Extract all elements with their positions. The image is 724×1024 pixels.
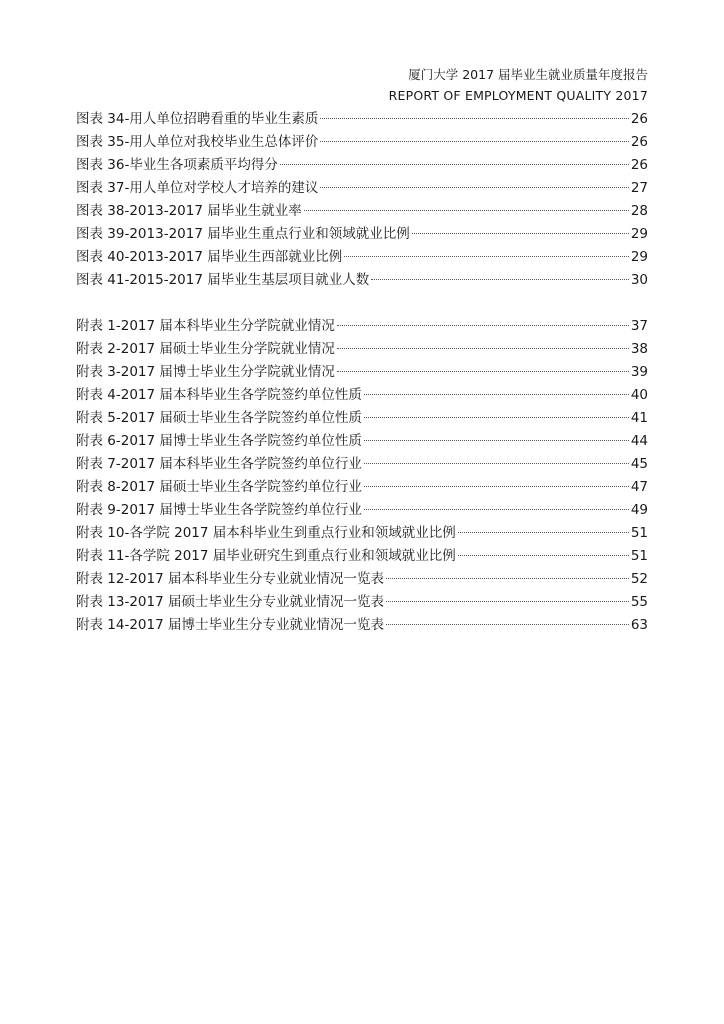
dot-leader <box>337 348 629 349</box>
appendix-toc-entry[interactable] <box>76 453 648 476</box>
appendix-list <box>76 315 648 637</box>
toc-page-number: 38 <box>630 341 648 357</box>
toc-entry-title: 附表 2-2017 届硕士毕业生分学院就业情况 <box>76 341 335 357</box>
dot-leader <box>304 210 629 211</box>
appendix-toc-entry[interactable] <box>76 476 648 499</box>
toc-page-number: 47 <box>630 479 648 495</box>
toc-entry-title: 附表 5-2017 届硕士毕业生各学院签约单位性质 <box>76 410 362 426</box>
toc-page-number: 27 <box>630 180 648 196</box>
appendix-toc-entry[interactable] <box>76 545 648 568</box>
toc-entry-title: 附表 11-各学院 2017 届毕业研究生到重点行业和领域就业比例 <box>76 548 456 564</box>
toc-entry-title: 图表 41-2015-2017 届毕业生基层项目就业人数 <box>76 272 370 288</box>
toc-page-number: 52 <box>630 571 648 587</box>
figure-toc-entry[interactable] <box>76 108 648 131</box>
dot-leader <box>337 325 629 326</box>
toc-entry-title: 附表 12-2017 届本科毕业生分专业就业情况一览表 <box>76 571 384 587</box>
dot-leader <box>320 187 628 188</box>
dot-leader <box>344 256 629 257</box>
appendix-toc-entry[interactable] <box>76 591 648 614</box>
dot-leader <box>386 624 629 625</box>
toc-entry-title: 图表 40-2013-2017 届毕业生西部就业比例 <box>76 249 343 265</box>
appendix-toc-entry[interactable] <box>76 338 648 361</box>
toc-entry-title: 附表 6-2017 届博士毕业生各学院签约单位性质 <box>76 433 362 449</box>
toc-entry-title: 图表 38-2013-2017 届毕业生就业率 <box>76 203 302 219</box>
appendix-toc-entry[interactable] <box>76 568 648 591</box>
toc-entry-title: 图表 39-2013-2017 届毕业生重点行业和领域就业比例 <box>76 226 410 242</box>
dot-leader <box>320 118 628 119</box>
figure-toc-entry[interactable] <box>76 200 648 223</box>
appendix-toc-entry[interactable] <box>76 499 648 522</box>
toc-page-number: 29 <box>630 249 648 265</box>
figure-toc-entry[interactable] <box>76 269 648 292</box>
figures-list <box>76 108 648 292</box>
dot-leader <box>364 440 629 441</box>
toc-page-number: 63 <box>630 617 648 633</box>
toc-entry-title: 附表 14-2017 届博士毕业生分专业就业情况一览表 <box>76 617 384 633</box>
dot-leader <box>364 486 629 487</box>
appendix-toc-entry[interactable] <box>76 384 648 407</box>
toc-page-number: 40 <box>630 387 648 403</box>
toc-page-number: 26 <box>630 111 648 127</box>
dot-leader <box>412 233 629 234</box>
toc-page-number: 44 <box>630 433 648 449</box>
dot-leader <box>386 578 629 579</box>
header-title-cn: 厦门大学 2017 届毕业生就业质量年度报告 <box>408 67 648 82</box>
toc-page-number: 51 <box>630 548 648 564</box>
dot-leader <box>386 601 629 602</box>
toc-entry-title: 附表 8-2017 届硕士毕业生各学院签约单位行业 <box>76 479 362 495</box>
toc-page-number: 26 <box>630 134 648 150</box>
figure-toc-entry[interactable] <box>76 131 648 154</box>
toc-entry-title: 附表 1-2017 届本科毕业生分学院就业情况 <box>76 318 335 334</box>
appendix-toc-entry[interactable] <box>76 614 648 637</box>
toc-entry-title: 附表 3-2017 届博士毕业生分学院就业情况 <box>76 364 335 380</box>
header-title-en: REPORT OF EMPLOYMENT QUALITY 2017 <box>388 88 648 103</box>
toc-entry-title: 图表 37-用人单位对学校人才培养的建议 <box>76 180 319 196</box>
toc-page-number: 45 <box>630 456 648 472</box>
toc-page-number: 37 <box>630 318 648 334</box>
table-of-contents <box>76 108 648 637</box>
figure-toc-entry[interactable] <box>76 177 648 200</box>
toc-entry-title: 附表 7-2017 届本科毕业生各学院签约单位行业 <box>76 456 362 472</box>
figure-toc-entry[interactable] <box>76 246 648 269</box>
toc-page-number: 30 <box>630 272 648 288</box>
dot-leader <box>280 164 629 165</box>
dot-leader <box>458 555 629 556</box>
toc-page-number: 55 <box>630 594 648 610</box>
toc-page-number: 28 <box>630 203 648 219</box>
toc-entry-title: 附表 10-各学院 2017 届本科毕业生到重点行业和领域就业比例 <box>76 525 456 541</box>
dot-leader <box>364 463 629 464</box>
toc-page-number: 41 <box>630 410 648 426</box>
dot-leader <box>320 141 628 142</box>
toc-page-number: 39 <box>630 364 648 380</box>
toc-entry-title: 附表 9-2017 届博士毕业生各学院签约单位行业 <box>76 502 362 518</box>
dot-leader <box>458 532 629 533</box>
appendix-toc-entry[interactable] <box>76 407 648 430</box>
dot-leader <box>337 371 629 372</box>
toc-entry-title: 附表 4-2017 届本科毕业生各学院签约单位性质 <box>76 387 362 403</box>
toc-page-number: 26 <box>630 157 648 173</box>
appendix-toc-entry[interactable] <box>76 361 648 384</box>
appendix-toc-entry[interactable] <box>76 315 648 338</box>
toc-page-number: 51 <box>630 525 648 541</box>
toc-entry-title: 图表 36-毕业生各项素质平均得分 <box>76 157 278 173</box>
dot-leader <box>364 417 629 418</box>
toc-page-number: 29 <box>630 226 648 242</box>
appendix-toc-entry[interactable] <box>76 522 648 545</box>
dot-leader <box>371 279 629 280</box>
section-gap <box>76 292 648 315</box>
figure-toc-entry[interactable] <box>76 154 648 177</box>
toc-page-number: 49 <box>630 502 648 518</box>
dot-leader <box>364 509 629 510</box>
figure-toc-entry[interactable] <box>76 223 648 246</box>
toc-entry-title: 附表 13-2017 届硕士毕业生分专业就业情况一览表 <box>76 594 384 610</box>
toc-entry-title: 图表 35-用人单位对我校毕业生总体评价 <box>76 134 319 150</box>
appendix-toc-entry[interactable] <box>76 430 648 453</box>
toc-entry-title: 图表 34-用人单位招聘看重的毕业生素质 <box>76 111 319 127</box>
page-header <box>389 64 648 106</box>
dot-leader <box>364 394 629 395</box>
